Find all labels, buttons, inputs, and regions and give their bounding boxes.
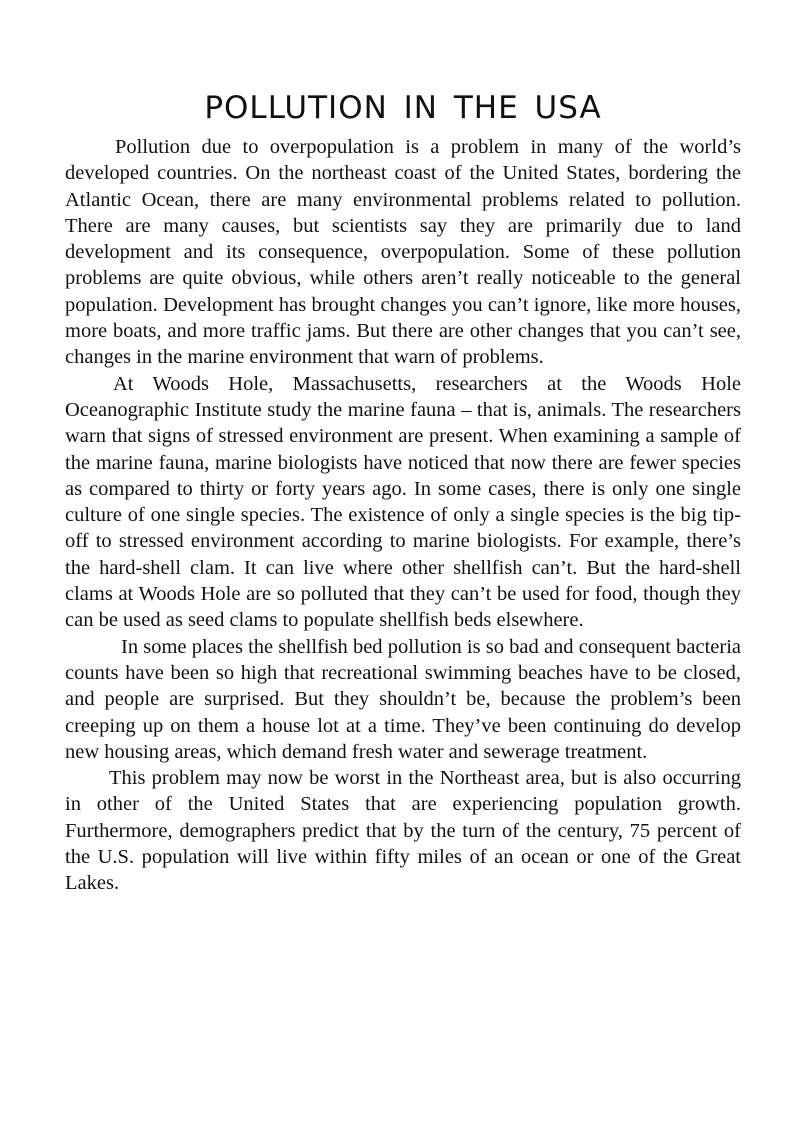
- document-title: POLLUTION IN THE USA: [204, 90, 602, 126]
- paragraph-3: In some places the shellfish bed pollution is so bad and consequent bacteria counts have been so high that recreational swimming beaches have to be closed, and people are surprised. But they shouldn’t be, because the problem’s been creeping up on them a house lot at a time. They’ve been continuing do develop new housing areas, which demand fresh water and sewerage treatment.: [65, 635, 741, 763]
- paragraph-2: At Woods Hole, Massachusetts, researchers at the Woods Hole Oceanographic Institute study the marine fauna – that is, animals. The researchers warn that signs of stressed environment are present. When examining a sample of the marine fauna, marine biologists have noticed that now there are fewer species as compared to thirty or forty years ago. In some cases, there is only one single culture of one single species. The existence of only a single species is the big tip-off to stressed environment according to marine biologists. For example, there’s the hard-shell clam. It can live where other shellfish can’t. But the hard-shell clams at Woods Hole are so polluted that they can’t be used for food, though they can be used as seed clams to populate shellfish beds elsewhere.: [65, 372, 741, 632]
- paragraph-1: Pollution due to overpopulation is a problem in many of the world’s developed countries. On the northeast coast of the United States, bordering the Atlantic Ocean, there are many environmental problems related to pollution. There are many causes, but scientists say they are primarily due to land development and its consequence, overpopulation. Some of these pollution problems are quite obvious, while others aren’t really noticeable to the general population. Development has brought changes you can’t ignore, like more houses, more boats, and more traffic jams. But there are other changes that you can’t see, changes in the marine environment that warn of problems.: [65, 136, 741, 369]
- paragraph-4: This problem may now be worst in the Northeast area, but is also occurring in other of the United States that are experiencing population growth. Furthermore, demographers predict that by the turn of the century, 75 percent of the U.S. population will live within fifty miles of an ocean or one of the Great Lakes.: [65, 767, 741, 895]
- document-page: [65, 88, 741, 897]
